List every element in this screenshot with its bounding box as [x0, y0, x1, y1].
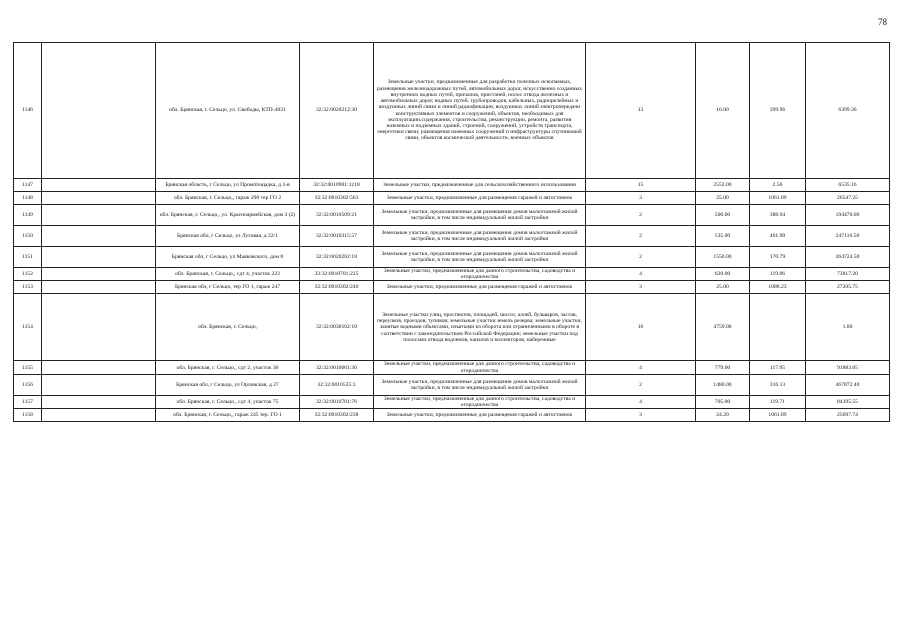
category-cell: 4	[586, 268, 696, 281]
area-cell: 1550.00	[696, 247, 750, 268]
unit-price-cell: 119.06	[750, 268, 806, 281]
cadastral-number-cell: 32:32:0010302:238	[300, 409, 374, 422]
address-cell: обл. Брянская, г. Сельцо,, сдт 4, участок 223	[156, 268, 300, 281]
cadastral-number-cell: 32:32:0010509:21	[300, 205, 374, 226]
category-cell: 13	[586, 43, 696, 179]
land-use-cell: Земельные участки, предназначенные для размещения домов малоэтажной жилой застройки, в том числе индивидуальной жилой застройки	[374, 374, 586, 395]
table-row	[14, 226, 890, 247]
blank-cell	[42, 374, 156, 395]
blank-cell	[42, 361, 156, 374]
area-cell: 620.00	[696, 268, 750, 281]
land-use-cell: Земельные участки, предназначенные для размещения гаражей и автостоянок	[374, 409, 586, 422]
blank-cell	[42, 294, 156, 361]
blank-cell	[42, 247, 156, 268]
area-cell: 500.00	[696, 205, 750, 226]
unit-price-cell	[750, 294, 806, 361]
row-number: 1157	[14, 395, 42, 408]
row-number: 1151	[14, 247, 42, 268]
table-row	[14, 179, 890, 192]
address-cell: обл. Брянская, г. Сельцо, ул. Свободы, КТП-4031	[156, 43, 300, 179]
table-row	[14, 361, 890, 374]
land-use-cell: Земельные участки, предназначенные для дачного строительства, садоводства и огородничества	[374, 395, 586, 408]
cadastral-number-cell: 32:32:0020202:18	[300, 247, 374, 268]
unit-price-cell: 2.56	[750, 179, 806, 192]
row-number: 1148	[14, 192, 42, 205]
land-use-cell: Земельные участки, предназначенные для размещения домов малоэтажной жилой застройки, в том числе индивидуальной жилой застройки	[374, 247, 586, 268]
blank-cell	[42, 226, 156, 247]
cadastral-cost-cell: 27205.75	[806, 281, 890, 294]
category-cell: 2	[586, 247, 696, 268]
category-cell: 3	[586, 409, 696, 422]
land-use-cell: Земельные участки, предназначенные для размещения домов малоэтажной жилой застройки, в том числе индивидуальной жилой застройки	[374, 205, 586, 226]
row-number: 1154	[14, 294, 42, 361]
address-cell: обл. Брянская, г. Сельцо,	[156, 294, 300, 361]
area-cell: 705.00	[696, 395, 750, 408]
cadastral-cost-cell: 25697.74	[806, 409, 890, 422]
land-use-cell: Земельные участки, предназначенные для дачного строительства, садоводства и огородничества	[374, 268, 586, 281]
land-use-cell: Земельные участки, предназначенные для размещения гаражей и автостоянок	[374, 281, 586, 294]
unit-price-cell: 316.13	[750, 374, 806, 395]
cadastral-number-cell: 32:32:0010701:225	[300, 268, 374, 281]
cadastral-cost-cell: 73817.20	[806, 268, 890, 281]
land-use-cell: Земельные участки, предназначенные для дачного строительства, садоводства и огородничества	[374, 361, 586, 374]
area-cell: 25.00	[696, 192, 750, 205]
cadastral-number-cell: 32:32:0010901:1218	[300, 179, 374, 192]
row-number: 1150	[14, 226, 42, 247]
address-cell: обл. Брянская, г. Сельцо,, сдт 2, участок 36	[156, 361, 300, 374]
blank-cell	[42, 43, 156, 179]
cadastral-cost-cell: 6399.36	[806, 43, 890, 179]
land-use-cell: Земельные участки, предназначенные для размещения гаражей и автостоянок	[374, 192, 586, 205]
blank-cell	[42, 205, 156, 226]
area-cell: 779.00	[696, 361, 750, 374]
category-cell: 4	[586, 361, 696, 374]
row-number: 1152	[14, 268, 42, 281]
row-number: 1153	[14, 281, 42, 294]
row-number: 1155	[14, 361, 42, 374]
cadastral-cost-cell: 247116.50	[806, 226, 890, 247]
category-cell: 4	[586, 395, 696, 408]
unit-price-cell: 1061.89	[750, 192, 806, 205]
page-number: 78	[878, 17, 887, 27]
unit-price-cell: 399.96	[750, 43, 806, 179]
cadastral-number-cell: 32:32:0010601:36	[300, 361, 374, 374]
cadastral-cost-cell: 194470.00	[806, 205, 890, 226]
table-row	[14, 268, 890, 281]
area-cell: 4759.00	[696, 294, 750, 361]
area-cell: 2552.00	[696, 179, 750, 192]
category-cell: 3	[586, 192, 696, 205]
category-cell: 2	[586, 374, 696, 395]
cadastral-cost-cell: 6535.16	[806, 179, 890, 192]
blank-cell	[42, 192, 156, 205]
row-number: 1146	[14, 43, 42, 179]
address-cell: обл. Брянская, г. Сельцо,, ул. Красноармейская, дом 3 (2)	[156, 205, 300, 226]
blank-cell	[42, 281, 156, 294]
address-cell: Брянская обл, г Сельцо, ул Луговая, д 22/1	[156, 226, 300, 247]
blank-cell	[42, 395, 156, 408]
blank-cell	[42, 179, 156, 192]
address-cell: Брянская обл, г Сельцо, ул Орловская, д 27	[156, 374, 300, 395]
category-cell: 15	[586, 179, 696, 192]
unit-price-cell: 170.79	[750, 247, 806, 268]
cadastral-number-cell: 32:32:0030102:10	[300, 294, 374, 361]
table-row	[14, 43, 890, 179]
cadastral-cost-cell: 1.00	[806, 294, 890, 361]
land-use-cell: Земельные участки, предназначенные для разработки полезных ископаемых, размещения железнодорожных путей, автомобильных дорог, искусственно созданных внутренних водных путей, причалов, пристаней, полос отвода железных и автомобильных дорог, водных путей, трубопроводов, кабельных, радиорелейных и воздушных линий связи и линий радиофикации, воздушных линий электропередачи конструктивных элементов и сооружений, объектов, необходимых для эксплуатации,содержания, строительства, реконструкции, ремонта, развития наземных и подземных зданий, строений, сооружений, устройств транспорта, энергетики связи; размещения наземных сооружений и инфраструктуры спутниковой связи, объектов космической деятельности, военных объектов	[374, 43, 586, 179]
blank-cell	[42, 268, 156, 281]
table-row	[14, 374, 890, 395]
cadastral-cost-cell: 467872.40	[806, 374, 890, 395]
land-use-cell: Земельные участки, предназначенные для сельскохозяйственного использования	[374, 179, 586, 192]
address-cell: Брянская область, г Сельцо, ул Промпloщадка, д 2-в	[156, 179, 300, 192]
cadastral-cost-cell: 264724.50	[806, 247, 890, 268]
row-number: 1156	[14, 374, 42, 395]
address-cell: обл. Брянская, г. Сельцо,, гараж 290 тер ГО 2	[156, 192, 300, 205]
cadastral-number-cell: 32:32:0010315:57	[300, 226, 374, 247]
cadastral-number-cell: 32:32:0010701:76	[300, 395, 374, 408]
address-cell: обл. Брянская, г. Сельцо,, сдт 4, участок 75	[156, 395, 300, 408]
unit-price-cell: 388.94	[750, 205, 806, 226]
cadastral-number-cell: 32:32:0010535:3	[300, 374, 374, 395]
unit-price-cell: 1061.89	[750, 409, 806, 422]
area-cell: 16.00	[696, 43, 750, 179]
unit-price-cell: 117.95	[750, 361, 806, 374]
land-use-cell: Земельные участки улиц, проспектов, площадей, шоссе, аллей, бульваров, застав, переулков, проездов, тупиков; земельные участки земель резерва; земельные участки, занятые водными объектами, изъятыми из оборота или ограниченными в обороте в соответствии с законодательством Российской Федерации; земельные участки под полосами отвода водоемов, каналов и коллекторов, набережные	[374, 294, 586, 361]
cadastral-cost-cell: 26547.25	[806, 192, 890, 205]
address-cell: Брянская обл, г Сельцо, тер ГО 1, гараж 247	[156, 281, 300, 294]
table-row	[14, 409, 890, 422]
table-row	[14, 205, 890, 226]
table-row	[14, 395, 890, 408]
unit-price-cell: 1088.23	[750, 281, 806, 294]
land-use-cell: Земельные участки, предназначенные для размещения домов малоэтажной жилой застройки, в том числе индивидуальной жилой застройки	[374, 226, 586, 247]
blank-cell	[42, 409, 156, 422]
table-row	[14, 247, 890, 268]
row-number: 1158	[14, 409, 42, 422]
unit-price-cell: 119.71	[750, 395, 806, 408]
cadastral-number-cell: 32:32:0010302:240	[300, 281, 374, 294]
address-cell: Брянская обл, г Сельцо, ул Маяковского, дом 8	[156, 247, 300, 268]
cadastral-cost-cell: 91883.05	[806, 361, 890, 374]
row-number: 1149	[14, 205, 42, 226]
cadastral-number-cell: 32:32:0020212:30	[300, 43, 374, 179]
area-cell: 25.00	[696, 281, 750, 294]
category-cell: 2	[586, 226, 696, 247]
category-cell: 2	[586, 205, 696, 226]
address-cell: обл. Брянская, г. Сельцо,, гараж 245 тер. ГО 1	[156, 409, 300, 422]
table-row	[14, 281, 890, 294]
area-cell: 24.20	[696, 409, 750, 422]
area-cell: 535.00	[696, 226, 750, 247]
table-row	[14, 294, 890, 361]
row-number: 1147	[14, 179, 42, 192]
table-row	[14, 192, 890, 205]
cadastral-number-cell: 32:32:0010302:563	[300, 192, 374, 205]
category-cell: 3	[586, 281, 696, 294]
cadastral-cost-cell: 84395.55	[806, 395, 890, 408]
land-registry-table	[13, 42, 890, 422]
area-cell: 1480.00	[696, 374, 750, 395]
category-cell: 16	[586, 294, 696, 361]
unit-price-cell: 461.90	[750, 226, 806, 247]
